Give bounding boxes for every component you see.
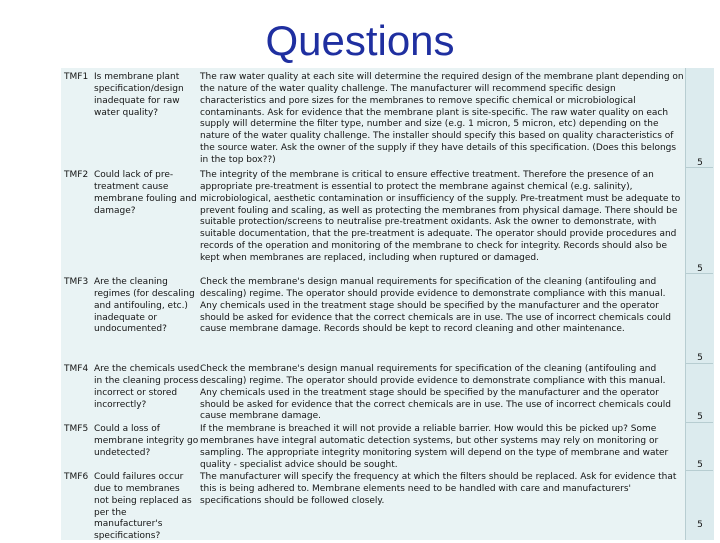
row-question: Are the cleaning regimes (for descaling and antifouling, etc.) inadequate or undocumented? — [94, 277, 195, 335]
row-answer: Check the membrane's design manual requirements for specification of the cleaning (antifouling and descaling) regime. The operator should provide evidence to demonstrate compliance with this manual. Any chemicals used in the treatment stage should be specified by the manufacturer and the operator should be asked for evidence that the correct chemicals are in use. The use of incorrect chemicals could cause membrane damage. — [200, 364, 671, 422]
row-question: Is membrane plant specification/design inadequate for raw water quality? — [94, 72, 184, 118]
row-answer: If the membrane is breached it will not provide a reliable barrier. How would this be picked up? Some membranes have integral automatic detection systems, but other systems may rely on monitoring or sampling. The appropriate integrity monitoring system will depend on the type of membrane and water quality - specialist advice should be sought. — [200, 424, 669, 470]
row-question: Could lack of pre-treatment cause membrane fouling and damage? — [94, 170, 197, 216]
row-answer: Check the membrane's design manual requirements for specification of the cleaning (antifouling and descaling) regime. The operator should provide evidence to demonstrate compliance with this manual. Any chemicals used in the treatment stage should be specified by the manufacturer and the operator should be asked for evidence that the correct chemicals are in use. The use of incorrect chemicals could cause membrane damage. Records should be kept to record cleaning and other maintenance. — [200, 277, 671, 335]
row-id: TMF1 — [64, 72, 89, 82]
row-divider — [685, 470, 713, 471]
row-id: TMF3 — [64, 277, 89, 287]
row-question: Could failures occur due to membranes not being replaced as per the manufacturer's specifications? — [94, 472, 192, 542]
row-question: Could a loss of membrane integrity go undetected? — [94, 424, 199, 458]
row-divider — [685, 363, 713, 364]
row-id: TMF4 — [64, 364, 89, 374]
row-answer: The raw water quality at each site will determine the required design of the membrane plant depending on the nature of the water quality challenge. The manufacturer will recommend specific design characteristics and pore sizes for the membranes to remove specific chemical or microbiological contaminants. Ask for evidence that the membrane plant is site-specific. The raw water quality on each supply will determine the filter type, number and size (e.g. 1 micron, 5 micron, etc) depending on the nature of the water quality challenge. The installer should specify this based on quality characteristics of the source water. Ask the owner of the supply if they have details of this specification. (Does this belongs in the top box??) — [200, 72, 684, 165]
row-id: TMF5 — [64, 424, 89, 434]
row-score: 5 — [697, 353, 703, 363]
row-score: 5 — [697, 460, 703, 470]
row-score: 5 — [697, 158, 703, 168]
row-divider — [685, 422, 713, 423]
row-id: TMF6 — [64, 472, 89, 482]
row-score: 5 — [697, 412, 703, 422]
row-question: Are the chemicals used in the cleaning process incorrect or stored incorrectly? — [94, 364, 200, 410]
row-answer: The integrity of the membrane is critical to ensure effective treatment. Therefore the presence of an appropriate pre-treatment is essential to protect the membrane against chemical (e.g. salinity), microbiological, aesthetic contamination or insufficiency of the supply. Pre-treatment must be adequate to prevent fouling and scaling, as well as protecting the membranes from physical damage. There should be suitable protection/screens to neutralise pre-treatment oxidants. Ask the owner to demonstrate, with suitable documentation, that the pre-treatment is adequate. The operator should provide procedures and records of the operation and monitoring of the membrane to check for integrity. Records should also be kept when membranes are replaced, including when ruptured or damaged. — [200, 170, 681, 263]
row-answer: The manufacturer will specify the frequency at which the filters should be replaced. Ask for evidence that this is being adhered to. Membrane elements need to be handled with care and manufacturers' specifications should be followed closely. — [200, 472, 677, 506]
row-score: 5 — [697, 520, 703, 530]
page-title: Questions — [265, 17, 455, 64]
row-score: 5 — [697, 264, 703, 274]
row-id: TMF2 — [64, 170, 89, 180]
